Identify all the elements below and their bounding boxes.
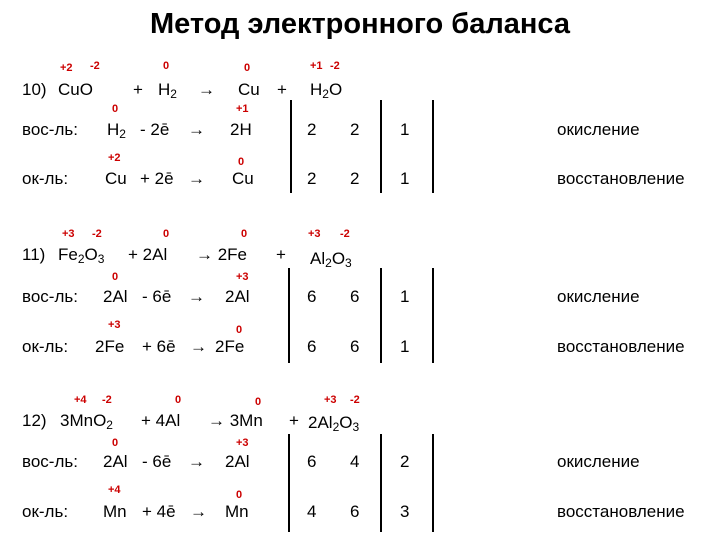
balance-number: 2 [350, 120, 360, 139]
role-label: вос-ль: [22, 452, 78, 471]
balance-number: 2 [307, 120, 317, 139]
formula-with-subscript: $H_2$ [107, 120, 126, 141]
ox-state: +3 [324, 394, 337, 406]
ox-state: +3 [236, 271, 249, 283]
divider-line [380, 434, 382, 532]
formula: 2Al [225, 452, 250, 471]
divider-line [288, 268, 290, 363]
electron-transfer: - 6ē [142, 287, 172, 306]
divider-line [432, 268, 434, 363]
arrow: → [190, 337, 207, 356]
ox-state: -2 [92, 228, 102, 240]
balance-number: 4 [350, 452, 360, 471]
balance-number: 6 [350, 502, 360, 521]
formula: Mn [103, 502, 127, 521]
arrow: → [188, 287, 205, 306]
formula: → 2Fe [196, 245, 248, 264]
divider-line [432, 434, 434, 532]
formula-with-subscript: $Al_2O_3$ [310, 249, 352, 270]
ox-state: +1 [310, 60, 323, 72]
divider-line [290, 100, 292, 193]
ox-state: +3 [236, 437, 249, 449]
process-label: восстановление [557, 169, 685, 188]
balance-number: 1 [400, 120, 410, 139]
formula: + 2Al [128, 245, 168, 264]
ox-state: -2 [350, 394, 360, 406]
balance-number: 3 [400, 502, 410, 521]
balance-number: 4 [307, 502, 317, 521]
formula: Cu [232, 169, 254, 188]
formula: Cu [238, 80, 260, 99]
balance-number: 2 [350, 169, 360, 188]
ox-state: 0 [175, 394, 182, 406]
process-label: окисление [557, 452, 640, 471]
ox-state: 0 [112, 437, 119, 449]
ox-state: 0 [255, 396, 262, 408]
ox-state: +4 [74, 394, 87, 406]
balance-number: 6 [350, 287, 360, 306]
balance-number: 1 [400, 337, 410, 356]
formula-with-subscript: $2Al_2O_3$ [308, 413, 360, 434]
divider-line [288, 434, 290, 532]
ox-state: -2 [330, 60, 340, 72]
ox-state: +3 [308, 228, 321, 240]
plus-sign: + [276, 245, 286, 264]
formula: 2Al [103, 452, 128, 471]
ox-state: 0 [163, 60, 170, 72]
ox-state: 0 [112, 271, 119, 283]
formula: 2H [230, 120, 252, 139]
electron-transfer: + 6ē [142, 337, 176, 356]
balance-number: 6 [350, 337, 360, 356]
ox-state: 0 [236, 324, 243, 336]
plus-sign: + [289, 411, 299, 430]
balance-number: 1 [400, 169, 410, 188]
role-label: вос-ль: [22, 287, 78, 306]
arrow: → [190, 502, 207, 521]
balance-number: 6 [307, 452, 317, 471]
formula-with-subscript: $Fe_2O_3$ [58, 245, 105, 266]
ox-state: 0 [238, 156, 245, 168]
plus-sign: + [277, 80, 287, 99]
electron-transfer: + 2ē [140, 169, 174, 188]
arrow: → [188, 452, 205, 471]
divider-line [380, 100, 382, 193]
ox-state: 0 [163, 228, 170, 240]
process-label: окисление [557, 120, 640, 139]
ox-state: +2 [60, 62, 73, 74]
balance-number: 2 [400, 452, 410, 471]
reaction-number: 10) [22, 80, 47, 99]
electron-transfer: - 6ē [142, 452, 172, 471]
balance-number: 1 [400, 287, 410, 306]
formula: 2Fe [95, 337, 125, 356]
formula-with-subscript: $H_2$ [158, 80, 177, 101]
role-label: вос-ль: [22, 120, 78, 139]
electron-transfer: + 4ē [142, 502, 176, 521]
arrow: → [188, 120, 205, 139]
formula: CuO [58, 80, 93, 99]
plus-sign: + [133, 80, 143, 99]
reaction-number: 11) [22, 245, 46, 264]
role-label: ок-ль: [22, 502, 69, 521]
ox-state: -2 [90, 60, 100, 72]
arrow: → [188, 169, 205, 188]
process-label: окисление [557, 287, 640, 306]
ox-state: +2 [108, 152, 121, 164]
electron-transfer: - 2ē [140, 120, 170, 139]
formula: → 3Mn [208, 411, 263, 430]
formula: Cu [105, 169, 127, 188]
formula: + 4Al [141, 411, 181, 430]
ox-state: 0 [236, 489, 243, 501]
divider-line [432, 100, 434, 193]
formula-with-subscript: 3MnO$_2$ [60, 411, 113, 432]
ox-state: +3 [108, 319, 121, 331]
divider-line [380, 268, 382, 363]
formula: 2Fe [215, 337, 245, 356]
page-title: Метод электронного баланса [149, 8, 571, 40]
ox-state: +4 [108, 484, 121, 496]
formula: 2Al [103, 287, 128, 306]
reaction-number: 12) [22, 411, 47, 430]
ox-state: +3 [62, 228, 75, 240]
process-label: восстановление [557, 502, 685, 521]
role-label: ок-ль: [22, 337, 69, 356]
process-label: восстановление [557, 337, 685, 356]
ox-state: -2 [102, 394, 112, 406]
formula: 2Al [225, 287, 250, 306]
arrow: → [198, 80, 215, 99]
ox-state: +1 [236, 103, 249, 115]
balance-number: 6 [307, 287, 317, 306]
ox-state: 0 [241, 228, 248, 240]
balance-number: 2 [307, 169, 317, 188]
formula: Mn [225, 502, 249, 521]
ox-state: 0 [244, 62, 251, 74]
balance-number: 6 [307, 337, 317, 356]
role-label: ок-ль: [22, 169, 69, 188]
ox-state: 0 [112, 103, 119, 115]
ox-state: -2 [340, 228, 350, 240]
formula-with-subscript: $H_2O$ [310, 80, 343, 101]
